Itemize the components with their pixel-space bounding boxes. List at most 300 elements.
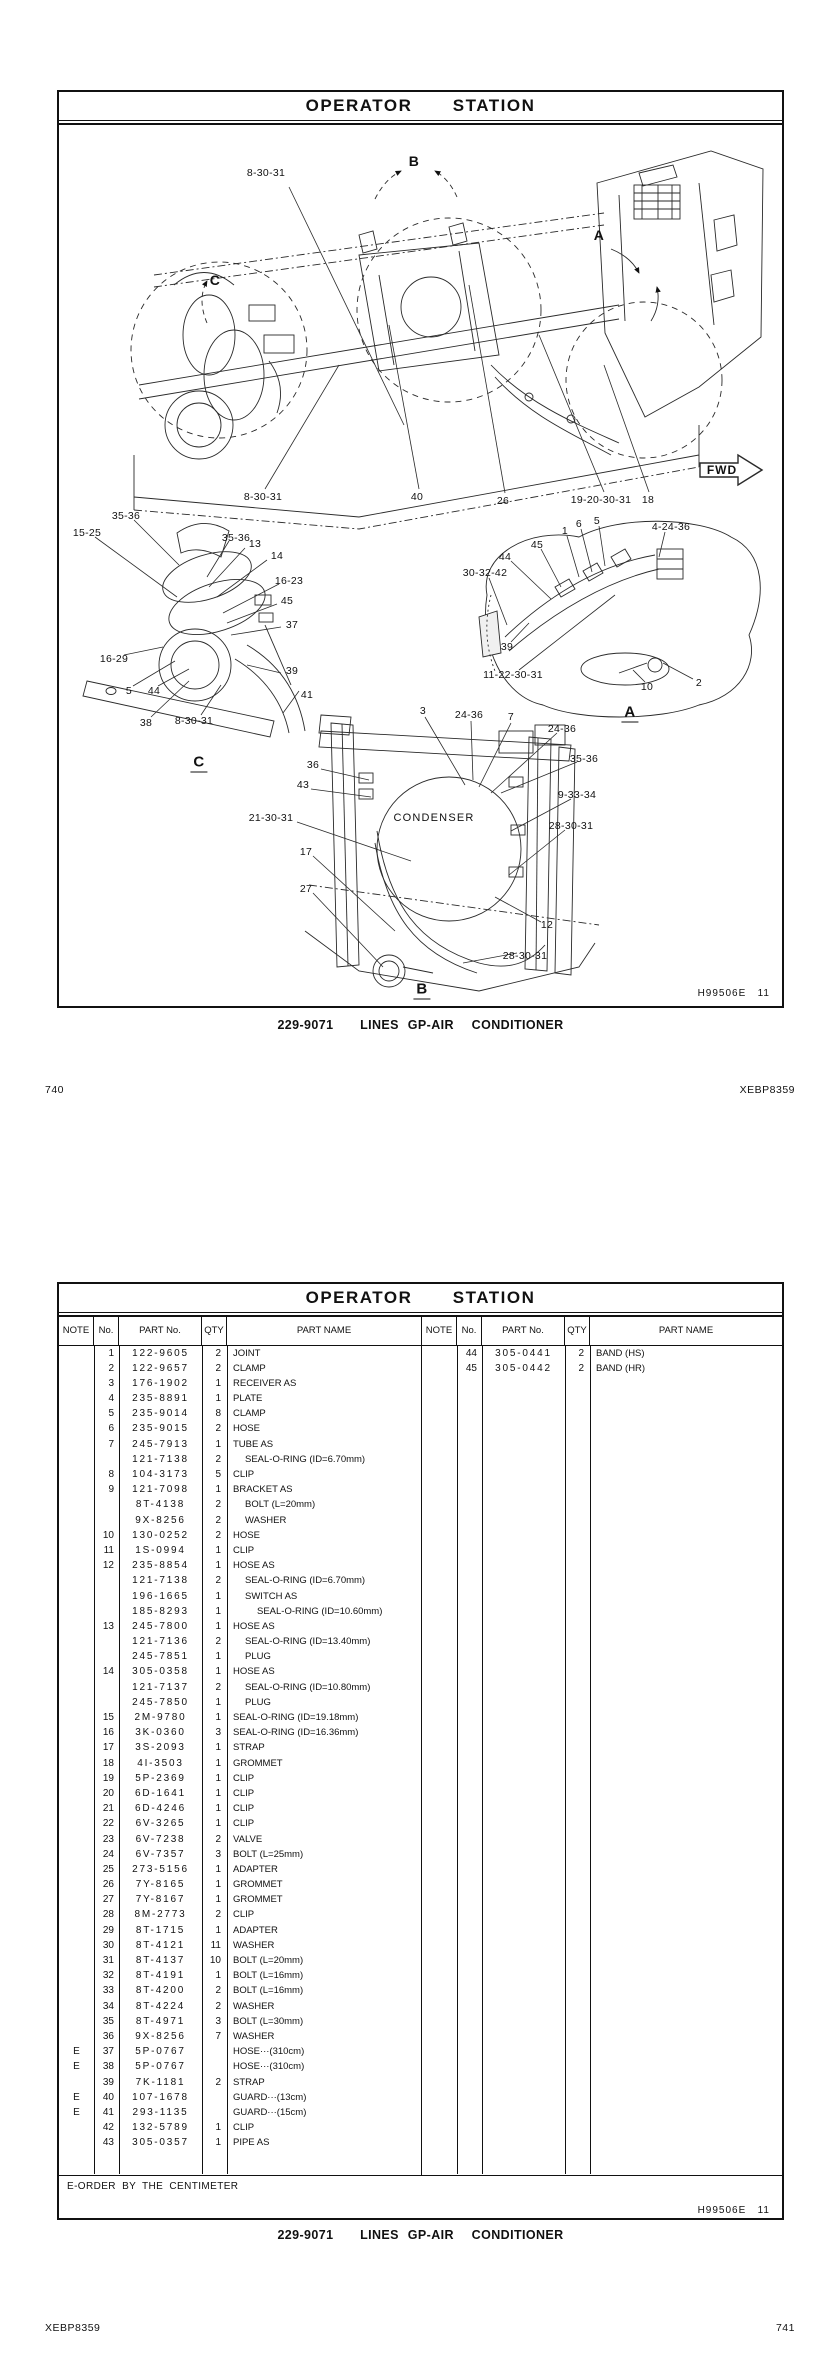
cell-qty: 1	[215, 1787, 221, 1799]
cell-note	[59, 1695, 94, 1710]
cell-nm: GUARD···(15cm)	[233, 2106, 307, 2118]
cell-nm: BAND (HR)	[596, 1362, 646, 1374]
cell-note	[59, 1680, 94, 1695]
part-callout: 3	[419, 704, 427, 717]
cell-part: 7Y-8165	[135, 1879, 186, 1891]
cell-no: 18	[102, 1757, 114, 1769]
column-rule	[457, 1346, 458, 2174]
book-code: XEBP8359	[45, 2322, 101, 2334]
plate-code: H99506E 11	[697, 2204, 770, 2216]
cell-no: 37	[102, 2046, 114, 2058]
cell-part: 5P-0767	[135, 2046, 186, 2058]
table-row	[59, 2029, 421, 2044]
cell-note	[59, 1543, 94, 1558]
cell-qty: 1	[215, 1894, 221, 1906]
cell-qty: 2	[215, 1423, 221, 1435]
cell-no: 14	[102, 1666, 114, 1678]
figure-caption: 229-9071 LINES GP-AIR CONDITIONER	[277, 1018, 564, 1032]
cell-nm: BOLT (L=16mm)	[233, 1985, 304, 1997]
cell-qty: 1	[215, 1696, 221, 1708]
cell-note: E	[73, 2061, 80, 2073]
cell-no: 39	[102, 2076, 114, 2088]
column-header: PART NAME	[658, 1325, 714, 1336]
cell-nm: HOSE···(310cm)	[233, 2061, 305, 2073]
part-callout: 27	[299, 882, 313, 895]
table-left-half	[59, 1317, 421, 2175]
table-header-right	[422, 1317, 782, 1346]
cell-note	[59, 2120, 94, 2135]
cell-part: 121-7098	[132, 1484, 189, 1496]
table-row	[59, 1695, 421, 1710]
cell-part: 9X-8256	[135, 2030, 186, 2042]
cell-qty: 1	[215, 1879, 221, 1891]
cell-qty: 2	[215, 1575, 221, 1587]
table-row	[59, 2075, 421, 2090]
page1-title: OPERATOR STATION	[305, 96, 536, 115]
part-callout: 21-30-31	[248, 811, 294, 824]
cell-note	[59, 1664, 94, 1679]
page1-title-bar	[59, 92, 782, 121]
cell-part: 6V-3265	[135, 1818, 186, 1830]
part-callout: 16-23	[274, 574, 304, 587]
column-header: NOTE	[59, 1317, 94, 1345]
parts-table	[59, 1317, 782, 2176]
column-header: PART No.	[119, 1317, 202, 1345]
table-body-right	[422, 1346, 782, 2174]
cell-no: 13	[102, 1620, 114, 1632]
cell-note	[59, 1346, 94, 1361]
cell-nm: WASHER	[233, 2000, 275, 2012]
cell-part: 6D-4246	[135, 1803, 186, 1815]
cell-qty: 1	[215, 2137, 221, 2149]
column-rule	[94, 1346, 95, 2174]
table-row	[59, 1467, 421, 1482]
table-row	[59, 1497, 421, 1512]
cell-qty: 8	[215, 1408, 221, 1420]
cell-note	[59, 1771, 94, 1786]
table-row	[59, 1528, 421, 1543]
cell-part: 235-8891	[132, 1393, 189, 1405]
table-row	[59, 1877, 421, 1892]
column-header: No.	[94, 1317, 119, 1345]
table-row	[59, 2044, 421, 2059]
cell-part: 8T-4137	[135, 1955, 186, 1966]
cell-qty: 1	[215, 1742, 221, 1754]
cell-part: 293-1135	[132, 2106, 189, 2118]
cell-qty: 1	[215, 1924, 221, 1936]
table-row	[59, 1740, 421, 1755]
cell-nm: SEAL-O-RING (ID=6.70mm)	[245, 1453, 366, 1465]
part-callout: 43	[296, 778, 310, 791]
cell-nm: SEAL-O-RING (ID=10.80mm)	[245, 1681, 371, 1693]
table-row	[59, 1907, 421, 1922]
cell-nm: SEAL-O-RING (ID=6.70mm)	[245, 1575, 366, 1587]
view-letter: A	[621, 703, 638, 722]
cell-no: 5	[108, 1408, 114, 1420]
cell-part: 7Y-8167	[135, 1894, 186, 1906]
view-letter: B	[413, 980, 430, 999]
part-callout: 2	[695, 676, 703, 689]
part-callout: 9-33-34	[557, 788, 597, 801]
cell-qty: 2	[215, 2076, 221, 2088]
cell-no: 44	[465, 1347, 477, 1359]
cell-nm: BRACKET AS	[233, 1484, 293, 1496]
cell-note	[59, 1892, 94, 1907]
cell-nm: ADAPTER	[233, 1863, 278, 1875]
cell-qty: 2	[215, 1499, 221, 1511]
part-callout: 16-29	[99, 652, 129, 665]
cell-note	[59, 1649, 94, 1664]
cell-nm: BOLT (L=25mm)	[233, 1848, 304, 1860]
part-callout: 7	[507, 710, 515, 723]
cell-note	[59, 2075, 94, 2090]
cell-nm: ADAPTER	[233, 1924, 278, 1936]
cell-nm: HOSE···(310cm)	[233, 2046, 305, 2058]
cell-nm: CLIP	[233, 1469, 255, 1480]
cell-no: 33	[102, 1985, 114, 1997]
cell-no: 24	[102, 1848, 114, 1860]
part-callout: 45	[530, 538, 544, 551]
cell-qty: 2	[215, 1985, 221, 1997]
cell-qty: 2	[215, 1909, 221, 1921]
part-callout: 15-25	[72, 526, 102, 539]
cell-note	[59, 1756, 94, 1771]
page-number: 740	[45, 1084, 65, 1096]
page2-folio	[45, 2322, 795, 2334]
cell-note	[422, 1346, 457, 1361]
part-callout: 6	[575, 517, 583, 530]
cell-qty: 1	[215, 1818, 221, 1830]
cell-nm: VALVE	[233, 1833, 263, 1845]
cell-part: 8T-4971	[135, 2015, 186, 2027]
part-callout: 44	[498, 550, 512, 563]
cell-note	[59, 1953, 94, 1968]
cell-part: 176-1902	[132, 1377, 189, 1389]
cell-part: 7K-1181	[135, 2076, 186, 2088]
cell-qty: 2	[215, 1636, 221, 1648]
cell-qty	[202, 2105, 227, 2120]
cell-no: 32	[102, 1970, 114, 1982]
fwd-arrow-label: FWD	[706, 462, 738, 477]
column-header: PART NAME	[296, 1325, 352, 1336]
cell-part: 305-0441	[495, 1347, 552, 1359]
view-letter: B	[408, 152, 420, 169]
cell-nm: CLIP	[233, 1787, 255, 1799]
cell-note: E	[73, 2106, 80, 2118]
cell-qty: 5	[215, 1469, 221, 1480]
cell-qty: 3	[215, 1848, 221, 1860]
cell-note	[422, 1361, 457, 1376]
cell-no	[94, 1604, 119, 1619]
cell-qty: 1	[215, 1863, 221, 1875]
cell-part: 4I-3503	[137, 1757, 184, 1769]
cell-nm: CLAMP	[233, 1408, 266, 1420]
cell-qty: 2	[215, 1681, 221, 1693]
cell-qty: 2	[215, 1514, 221, 1526]
cell-no: 19	[102, 1772, 114, 1784]
part-callout: 38	[139, 716, 153, 729]
cell-note	[59, 1482, 94, 1497]
table-row	[59, 2059, 421, 2074]
table-row	[422, 1346, 782, 1361]
column-header: QTY	[202, 1317, 227, 1345]
cell-no: 16	[102, 1727, 114, 1739]
part-callout: 8-30-31	[246, 166, 286, 179]
cell-nm: HOSE	[233, 1423, 260, 1435]
cell-no: 8	[108, 1469, 114, 1480]
cell-note	[59, 1634, 94, 1649]
table-row	[59, 1801, 421, 1816]
cell-no: 21	[102, 1803, 114, 1815]
cell-no	[94, 1695, 119, 1710]
cell-nm: SEAL-O-RING (ID=16.36mm)	[233, 1727, 359, 1739]
cell-note	[59, 1877, 94, 1892]
cell-nm: WASHER	[233, 2030, 275, 2042]
cell-nm: CLIP	[233, 1909, 255, 1921]
table-row	[59, 1847, 421, 1862]
cell-note: E	[73, 2046, 80, 2058]
cell-qty: 2	[215, 1347, 221, 1359]
cell-note	[59, 1816, 94, 1831]
cell-no: 36	[102, 2030, 114, 2042]
part-callout: 45	[280, 594, 294, 607]
cell-no: 28	[102, 1909, 114, 1921]
cell-no: 29	[102, 1924, 114, 1936]
cell-note	[59, 1938, 94, 1953]
cell-no: 27	[102, 1894, 114, 1906]
table-row	[59, 1649, 421, 1664]
cell-qty: 1	[215, 1712, 221, 1723]
cell-no: 30	[102, 1939, 114, 1951]
view-letter: A	[593, 226, 605, 243]
table-row	[59, 1680, 421, 1695]
cell-no: 25	[102, 1863, 114, 1875]
cell-note	[59, 1558, 94, 1573]
table-row	[59, 1756, 421, 1771]
part-callout: 41	[300, 688, 314, 701]
cell-part: 121-7136	[132, 1636, 189, 1648]
cell-nm: HOSE AS	[233, 1666, 275, 1678]
cell-nm: PLUG	[245, 1651, 271, 1663]
cell-note	[59, 1862, 94, 1877]
cell-part: 8T-4200	[135, 1985, 186, 1997]
part-callout: 30-32-42	[462, 566, 508, 579]
table-right-half	[421, 1317, 782, 2175]
page2-title-bar	[59, 1284, 782, 1313]
part-callout: 17	[299, 845, 313, 858]
cell-qty: 1	[215, 1560, 221, 1572]
cell-part: 107-1678	[132, 2091, 189, 2103]
cell-part: 1S-0994	[135, 1544, 186, 1556]
cell-note	[59, 1604, 94, 1619]
cell-note	[59, 1437, 94, 1452]
cell-no: 7	[108, 1438, 114, 1450]
column-header: No.	[457, 1317, 482, 1345]
part-callout: 28-30-31	[548, 819, 594, 832]
cell-note	[59, 1421, 94, 1436]
cell-part: 8M-2773	[134, 1909, 187, 1921]
cell-part: 132-5789	[132, 2122, 189, 2134]
table-row	[59, 1999, 421, 2014]
cell-nm: WASHER	[245, 1514, 287, 1526]
cell-part: 121-7138	[132, 1575, 189, 1587]
cell-no: 23	[102, 1833, 114, 1845]
table-row	[59, 1573, 421, 1588]
cell-part: 6V-7357	[135, 1848, 186, 1860]
cell-nm: RECEIVER AS	[233, 1377, 297, 1389]
cell-part: 245-7913	[132, 1438, 189, 1450]
column-rule	[482, 1346, 483, 2174]
cell-qty: 1	[215, 2122, 221, 2134]
column-rule	[227, 1346, 228, 2174]
cell-note	[59, 1983, 94, 1998]
part-callout: 35-36	[221, 531, 251, 544]
cell-part: 122-9605	[132, 1347, 189, 1359]
cell-no: 35	[102, 2015, 114, 2027]
cell-no: 41	[102, 2106, 114, 2118]
table-row	[59, 1482, 421, 1497]
cell-qty: 1	[215, 1970, 221, 1982]
cell-nm: CLIP	[233, 2122, 255, 2134]
cell-no: 45	[465, 1362, 477, 1374]
cell-no: 22	[102, 1818, 114, 1830]
cell-nm: BOLT (L=20mm)	[245, 1499, 316, 1511]
part-callout: 40	[410, 490, 424, 503]
cell-part: 8T-4224	[135, 2000, 186, 2012]
table-row	[59, 1664, 421, 1679]
table-row	[59, 1923, 421, 1938]
cell-no: 2	[108, 1362, 114, 1374]
part-callout: CONDENSER	[393, 811, 475, 824]
cell-part: 6D-1641	[135, 1787, 186, 1799]
cell-nm: SEAL-O-RING (ID=13.40mm)	[245, 1636, 371, 1648]
cell-note	[59, 1573, 94, 1588]
cell-nm: PLATE	[233, 1393, 263, 1405]
cell-part: 8T-4138	[135, 1499, 186, 1511]
cell-qty: 1	[215, 1757, 221, 1769]
page2-title: OPERATOR STATION	[305, 1288, 536, 1307]
cell-part: 9X-8256	[135, 1514, 186, 1526]
table-row	[59, 1862, 421, 1877]
cell-nm: BAND (HS)	[596, 1347, 645, 1359]
cell-note	[59, 1361, 94, 1376]
cell-note	[59, 2135, 94, 2150]
table-row	[59, 1589, 421, 1604]
table-row	[59, 1361, 421, 1376]
cell-qty: 1	[215, 1438, 221, 1450]
table-row	[59, 1710, 421, 1725]
cell-no: 3	[108, 1377, 114, 1389]
cell-nm: GROMMET	[233, 1894, 283, 1906]
table-row	[59, 1406, 421, 1421]
cell-nm: PIPE AS	[233, 2137, 270, 2149]
part-callout: 4-24-36	[651, 520, 691, 533]
view-letter: C	[190, 753, 207, 772]
table-row	[59, 1437, 421, 1452]
cell-qty: 1	[215, 1605, 221, 1617]
cell-part: 273-5156	[132, 1863, 189, 1875]
part-callout: 35-36	[111, 509, 141, 522]
cell-part: 245-7851	[132, 1651, 189, 1663]
order-note-legend: E-ORDER BY THE CENTIMETER	[67, 2180, 239, 2192]
cell-part: 104-3173	[132, 1469, 189, 1480]
cell-nm: CLIP	[233, 1544, 255, 1556]
table-row	[59, 1634, 421, 1649]
page1-folio	[45, 1084, 795, 1096]
cell-note	[59, 1907, 94, 1922]
column-header: NOTE	[422, 1317, 457, 1345]
cell-qty	[202, 2059, 227, 2074]
cell-qty: 2	[578, 1362, 584, 1374]
cell-part: 3S-2093	[135, 1742, 186, 1754]
cell-nm: STRAP	[233, 2076, 265, 2088]
part-callout: 28-30-31	[502, 949, 548, 962]
table-body-left	[59, 1346, 421, 2174]
cell-no: 42	[102, 2122, 114, 2134]
cell-nm: BOLT (L=30mm)	[233, 2015, 304, 2027]
cell-no: 26	[102, 1879, 114, 1891]
part-callout: 18	[641, 493, 655, 506]
cell-part: 130-0252	[132, 1529, 189, 1541]
cell-no	[94, 1680, 119, 1695]
part-callout: 35-36	[569, 752, 599, 765]
cell-part: 121-7137	[132, 1681, 189, 1693]
part-callout: 10	[640, 680, 654, 693]
cell-part: 6V-7238	[135, 1833, 186, 1845]
column-rule	[119, 1346, 120, 2174]
cell-qty: 1	[215, 1484, 221, 1496]
cell-part: 121-7138	[132, 1453, 189, 1465]
part-callout: 11-22-30-31	[483, 668, 543, 681]
cell-part: 235-8854	[132, 1560, 189, 1572]
cell-note	[59, 1528, 94, 1543]
column-rule	[590, 1346, 591, 2174]
part-callout: 39	[285, 664, 299, 677]
diagram-artwork	[59, 125, 782, 1009]
cell-part: 8T-1715	[135, 1924, 186, 1936]
cell-no: 10	[102, 1529, 114, 1541]
table-row	[59, 2014, 421, 2029]
page-number: 741	[775, 2322, 795, 2334]
part-callout: 24-36	[547, 722, 577, 735]
part-callout: 44	[147, 684, 161, 697]
cell-nm: HOSE AS	[233, 1620, 275, 1632]
cell-part: 305-0357	[132, 2137, 189, 2149]
column-header: QTY	[565, 1317, 590, 1345]
cell-part: 235-9014	[132, 1408, 189, 1420]
cell-part: 235-9015	[132, 1423, 189, 1435]
cell-qty: 2	[215, 1833, 221, 1845]
part-callout: 8-30-31	[243, 490, 283, 503]
cell-qty	[202, 2090, 227, 2105]
cell-part: 2M-9780	[134, 1712, 187, 1723]
cell-qty: 1	[215, 1772, 221, 1784]
cell-nm: SEAL-O-RING (ID=10.60mm)	[257, 1605, 383, 1617]
page-parts-table	[57, 1282, 784, 2220]
table-row	[59, 2090, 421, 2105]
cell-no: 20	[102, 1787, 114, 1799]
part-callout: 37	[285, 618, 299, 631]
cell-no: 40	[102, 2091, 114, 2103]
table-row	[59, 1816, 421, 1831]
cell-part: 305-0442	[495, 1362, 552, 1374]
figure-area	[59, 125, 782, 1009]
cell-qty: 1	[215, 1803, 221, 1815]
cell-part: 185-8293	[132, 1605, 189, 1617]
table-row	[59, 1938, 421, 1953]
table-row	[59, 1391, 421, 1406]
cell-no: 9	[108, 1484, 114, 1496]
